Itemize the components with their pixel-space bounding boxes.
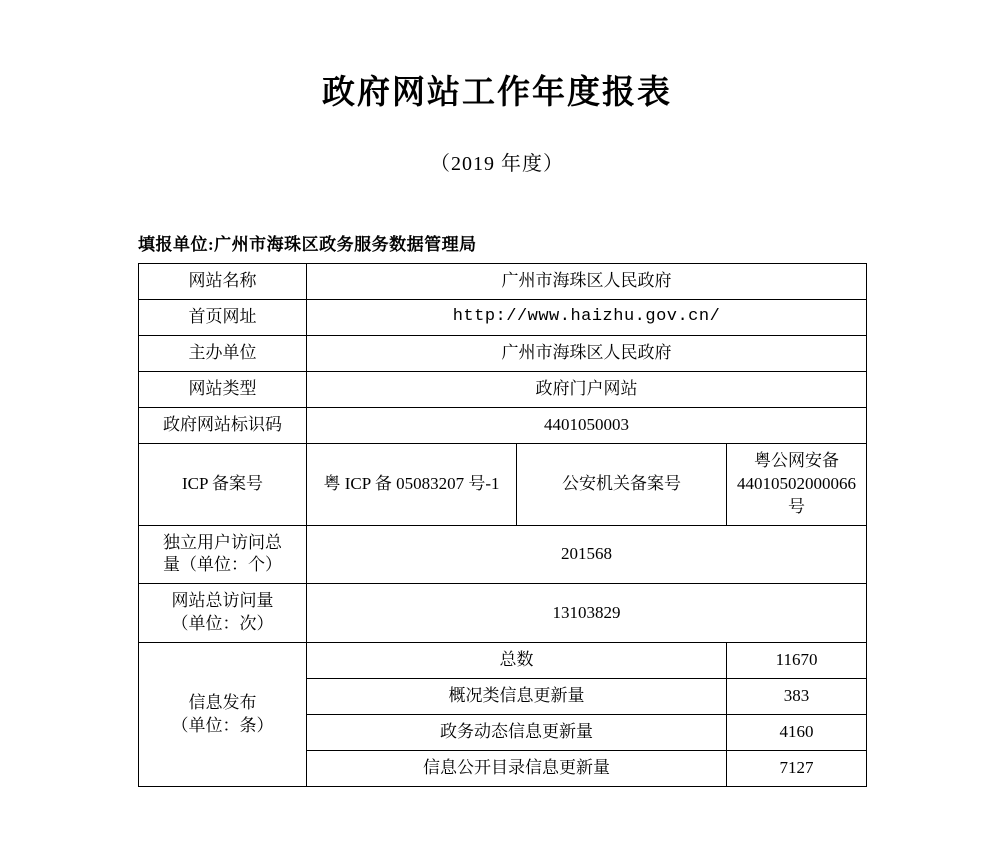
table-row-unique-users [139, 525, 867, 584]
page-title: 政府网站工作年度报表 [322, 75, 672, 111]
row-label-police-record: 公安机关备案号 [517, 443, 727, 525]
publish-item-name-catalog: 信息公开目录信息更新量 [307, 751, 727, 787]
row-label-icp: ICP 备案号 [139, 443, 307, 525]
table-row [139, 371, 867, 407]
row-label-site-name: 网站名称 [139, 264, 307, 300]
annual-report-table [138, 263, 867, 787]
total-visits-label-line1: 网站总访问量 [171, 591, 274, 611]
reporting-unit: 填报单位:广州市海珠区政务服务数据管理局 [138, 235, 477, 254]
publish-item-value-catalog: 7127 [727, 751, 867, 787]
row-value-site-name: 广州市海珠区人民政府 [307, 264, 867, 300]
table-row-icp [139, 443, 867, 525]
row-value-total-visits: 13103829 [307, 584, 867, 643]
table-row [139, 335, 867, 371]
total-visits-label-line2: （单位：次） [171, 614, 274, 634]
row-value-police-record: 粤公网安备 44010502000066 号 [727, 443, 867, 525]
row-label-total-visits [139, 584, 307, 643]
table-row [139, 264, 867, 300]
table-row-total-visits [139, 584, 867, 643]
publish-item-name-overview: 概况类信息更新量 [307, 679, 727, 715]
row-label-information-publish [139, 643, 307, 787]
publish-item-value-total: 11670 [727, 643, 867, 679]
row-label-sponsor: 主办单位 [139, 335, 307, 371]
publish-item-name-news: 政务动态信息更新量 [307, 715, 727, 751]
row-value-sponsor: 广州市海珠区人民政府 [307, 335, 867, 371]
row-value-unique-users: 201568 [307, 525, 867, 584]
row-value-site-code: 4401050003 [307, 407, 867, 443]
row-value-site-type: 政府门户网站 [307, 371, 867, 407]
row-label-site-type: 网站类型 [139, 371, 307, 407]
publish-label-line1: 信息发布 [188, 692, 257, 712]
row-value-homepage-url: http://www.haizhu.gov.cn/ [307, 299, 867, 335]
unique-users-label-line2: 量（单位：个） [163, 555, 282, 575]
table-row-publish-total [139, 643, 867, 679]
row-label-unique-users [139, 525, 307, 584]
unique-users-label-line1: 独立用户访问总 [163, 532, 282, 552]
document-page [0, 66, 994, 849]
row-label-homepage-url: 首页网址 [139, 299, 307, 335]
row-value-icp: 粤 ICP 备 05083207 号-1 [307, 443, 517, 525]
table-row [139, 407, 867, 443]
row-label-site-code: 政府网站标识码 [139, 407, 307, 443]
publish-item-name-total: 总数 [307, 643, 727, 679]
publish-item-value-news: 4160 [727, 715, 867, 751]
publish-label-line2: （单位：条） [171, 715, 274, 735]
publish-item-value-overview: 383 [727, 679, 867, 715]
page-subtitle: （2019 年度） [430, 153, 564, 175]
table-row [139, 299, 867, 335]
